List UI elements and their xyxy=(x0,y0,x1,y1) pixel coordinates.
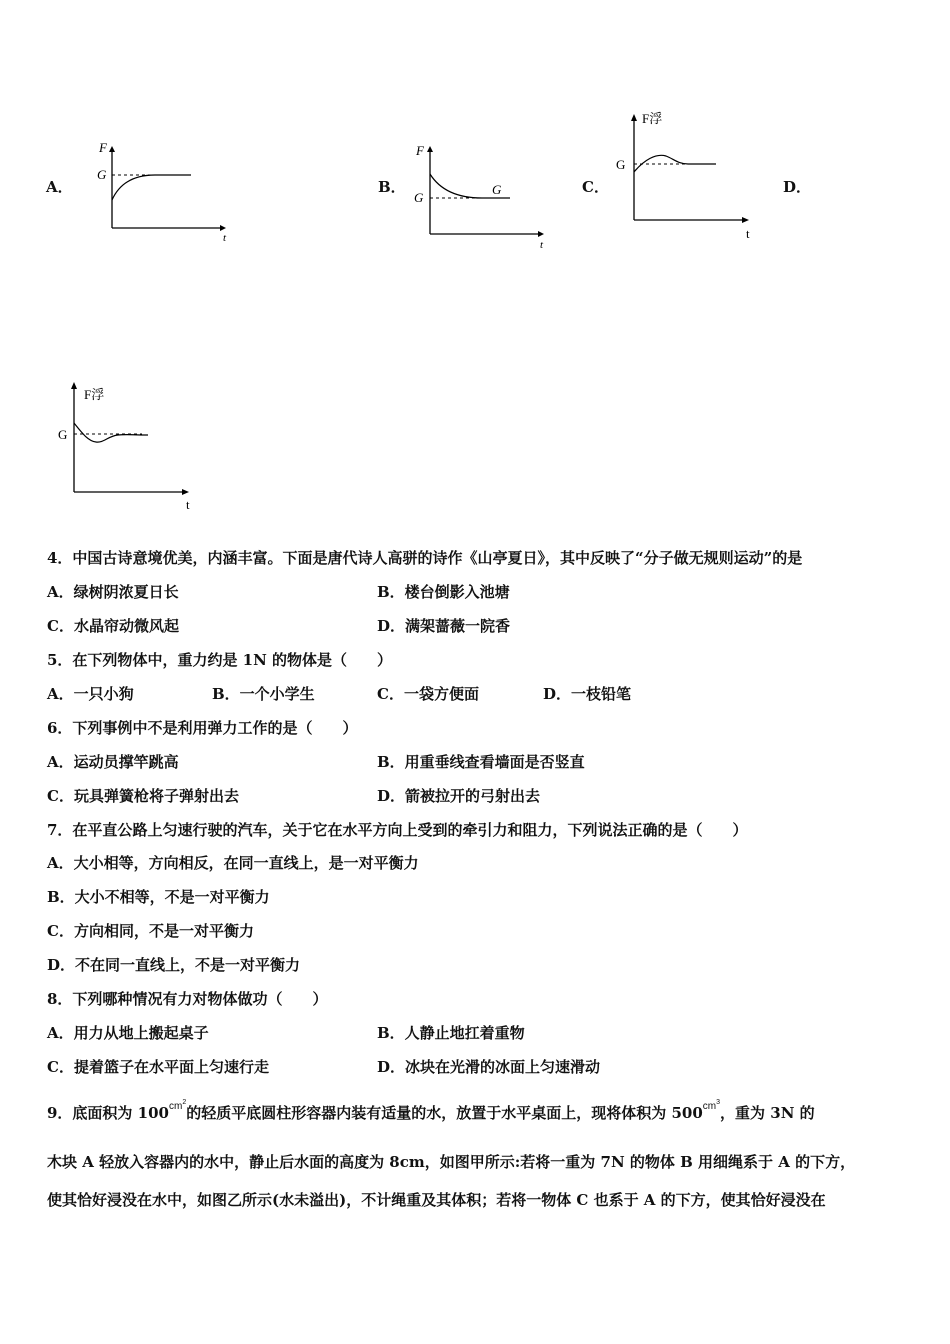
graph-c-x-label: t xyxy=(746,226,750,241)
graph-d xyxy=(52,375,202,515)
option-d-label: D． xyxy=(783,178,812,196)
q5-option-d: D．一枝铅笔 xyxy=(543,685,632,703)
graph-a-y-label: F xyxy=(99,140,107,155)
graph-c xyxy=(612,106,762,242)
graph-a xyxy=(95,138,240,248)
q6-option-c: C．玩具弹簧枪将子弹射出去 xyxy=(47,787,239,805)
q4-option-c: C．水晶帘动微风起 xyxy=(47,617,179,635)
option-b-label: B． xyxy=(378,178,406,196)
graph-c-g-label: G xyxy=(616,157,626,172)
q6-option-d: D．箭被拉开的弓射出去 xyxy=(377,787,541,805)
q6-option-b: B．用重垂线查看墙面是否竖直 xyxy=(377,753,585,771)
q7-option-d: D．不在同一直线上，不是一对平衡力 xyxy=(47,956,301,974)
q6-stem: 6．下列事例中不是利用弹力工作的是（ ） xyxy=(47,719,358,737)
graph-a-x-label: t xyxy=(223,232,227,244)
graph-a-g-label: G xyxy=(97,167,107,182)
option-c-label: C． xyxy=(582,178,609,196)
q4-option-d: D．满架蔷薇一院香 xyxy=(377,617,511,635)
q4-option-a: A．绿树阴浓夏日长 xyxy=(47,583,179,601)
q9-unit2: cm3 xyxy=(702,1099,721,1112)
graph-d-x-label: t xyxy=(186,497,190,512)
q4-option-b: B．楼台倒影入池塘 xyxy=(377,583,510,601)
q7-option-a: A．大小相等，方向相反，在同一直线上，是一对平衡力 xyxy=(47,854,419,872)
graph-b-g-left-label: G xyxy=(414,190,424,205)
q5-option-b: B．一个小学生 xyxy=(212,685,315,703)
q7-option-b: B．大小不相等，不是一对平衡力 xyxy=(47,888,270,906)
q5-stem: 5．在下列物体中，重力约是 1N 的物体是（ ） xyxy=(47,651,393,669)
q4-stem: 4．中国古诗意境优美，内涵丰富。下面是唐代诗人高骈的诗作《山亭夏日》，其中反映了“分子做无规则运动”的是 xyxy=(47,549,803,567)
q9-line2: 木块 A 轻放入容器内的水中，静止后水面的高度为 8cm，如图甲所示:若将一重为 7N 的物体 B 用细绳系于 A 的下方， xyxy=(47,1153,856,1171)
graph-c-y-label: F浮 xyxy=(642,111,663,126)
q6-option-a: A．运动员撑竿跳高 xyxy=(47,753,179,771)
q9-line1 xyxy=(47,1099,815,1127)
q9-unit1: cm2 xyxy=(168,1099,187,1112)
q7-stem: 7．在平直公路上匀速行驶的汽车，关于它在水平方向上受到的牵引力和阻力，下列说法正确的是（ ） xyxy=(47,821,748,839)
graph-b-y-label: F xyxy=(416,143,424,158)
q8-option-a: A．用力从地上搬起桌子 xyxy=(47,1024,209,1042)
graph-b-x-label: t xyxy=(540,239,544,248)
q8-option-d: D．冰块在光滑的冰面上匀速滑动 xyxy=(377,1058,601,1076)
q8-stem: 8．下列哪种情况有力对物体做功（ ） xyxy=(47,990,328,1008)
graph-b-g-right-label: G xyxy=(492,182,502,197)
q9-line3: 使其恰好浸没在水中，如图乙所示(水未溢出)，不计绳重及其体积；若将一物体 C 也系于 A 的下方，使其恰好浸没在 xyxy=(47,1191,826,1209)
q5-option-a: A．一只小狗 xyxy=(47,685,134,703)
option-a-label: A． xyxy=(46,178,73,196)
graph-d-g-label: G xyxy=(58,427,68,442)
q9-part3: ，重为 3N 的 xyxy=(720,1104,815,1122)
q7-option-c: C．方向相同，不是一对平衡力 xyxy=(47,922,254,940)
graph-d-y-label: F浮 xyxy=(84,387,105,402)
q8-option-b: B．人静止地扛着重物 xyxy=(377,1024,525,1042)
graph-b xyxy=(410,138,555,248)
q9-part1: 9．底面积为 100 xyxy=(47,1104,169,1122)
q8-option-c: C．提着篮子在水平面上匀速行走 xyxy=(47,1058,269,1076)
q5-option-c: C．一袋方便面 xyxy=(377,685,479,703)
q9-part2: 的轻质平底圆柱形容器内装有适量的水，放置于水平桌面上，现将体积为 500 xyxy=(186,1104,703,1122)
